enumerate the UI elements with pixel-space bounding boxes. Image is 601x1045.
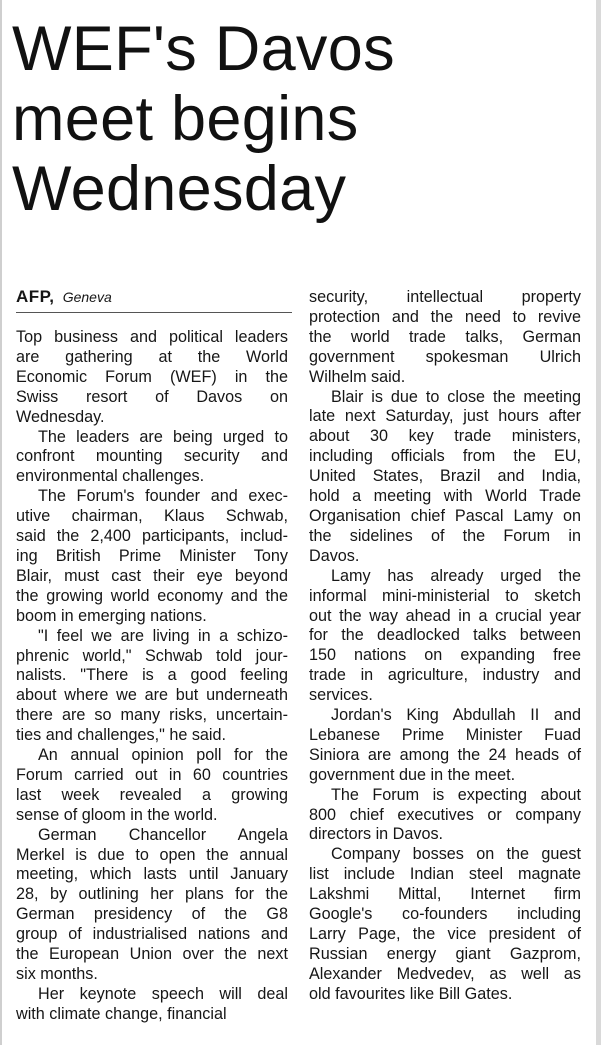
article-paragraph bbox=[16, 487, 288, 626]
text-line: last week revealed a growing bbox=[16, 785, 288, 804]
text-line: directors in Davos. bbox=[309, 825, 444, 844]
article-paragraph bbox=[309, 706, 581, 786]
text-line: Lamy has already urged the bbox=[331, 566, 581, 585]
article-column-2 bbox=[309, 288, 581, 1005]
text-line: Her keynote speech will deal bbox=[38, 984, 288, 1003]
text-line: Lebanese Prime Minister Fuad bbox=[309, 725, 581, 744]
text-line: Russian energy giant Gazprom, bbox=[309, 944, 581, 963]
text-line: Davos. bbox=[309, 546, 360, 565]
text-line: sense of gloom in the world. bbox=[16, 805, 218, 824]
text-line: hold a meeting with World Trade bbox=[309, 487, 581, 506]
text-line: 150 nations on expanding free bbox=[309, 646, 581, 665]
text-line: the world trade talks, German bbox=[309, 327, 581, 346]
text-line: Alexander Medvedev, as well as bbox=[309, 964, 581, 983]
text-line: including officials from the EU, bbox=[309, 447, 581, 466]
text-line: group of industrialised nations and bbox=[16, 925, 288, 944]
text-line: phrenic world," Schwab told jour- bbox=[16, 646, 288, 665]
article-paragraph bbox=[16, 328, 288, 428]
text-line: 28, by outlining her plans for the bbox=[16, 885, 288, 904]
text-line: Merkel is due to open the annual bbox=[16, 845, 288, 864]
headline-line: Wednesday bbox=[12, 154, 347, 224]
text-line: the growing world economy and the bbox=[16, 586, 288, 605]
article-paragraph bbox=[309, 288, 581, 388]
text-line: ing British Prime Minister Tony bbox=[16, 546, 288, 565]
text-line: six months. bbox=[16, 965, 98, 983]
text-line: trade in agriculture, industry and bbox=[309, 666, 581, 685]
text-line: informal mini-ministerial to sketch bbox=[309, 586, 581, 605]
text-line: Swiss resort of Davos on bbox=[16, 387, 288, 406]
text-line: Forum carried out in 60 countries bbox=[16, 765, 288, 784]
text-line: Blair is due to close the meeting bbox=[331, 387, 581, 406]
text-line: Wilhelm said. bbox=[309, 367, 406, 386]
article-paragraph bbox=[16, 746, 288, 826]
text-line: about where we are but underneath bbox=[16, 686, 288, 705]
text-line: there are so many risks, uncertain- bbox=[16, 706, 288, 725]
text-line: environmental challenges. bbox=[16, 467, 205, 486]
article-paragraph bbox=[309, 388, 581, 567]
text-line: nalists. "There is a good feeling bbox=[16, 666, 288, 685]
text-line: with climate change, financial bbox=[16, 1004, 227, 1023]
text-line: German presidency of the G8 bbox=[16, 905, 288, 924]
headline-line: WEF's Davos bbox=[12, 14, 395, 84]
article-paragraph bbox=[16, 428, 288, 488]
text-line: said the 2,400 participants, includ- bbox=[16, 527, 288, 546]
text-line: the sidelines of the Forum in bbox=[309, 526, 581, 545]
text-line: Larry Page, the vice president of bbox=[309, 925, 581, 943]
text-line: Google's co-founders including bbox=[309, 905, 581, 924]
headline bbox=[12, 14, 592, 224]
byline-location: Geneva bbox=[62, 289, 112, 305]
text-line: Company bosses on the guest bbox=[331, 845, 581, 864]
text-line: Jordan's King Abdullah II and bbox=[331, 706, 581, 725]
text-line: Top business and political leaders bbox=[16, 328, 288, 346]
article-paragraph bbox=[16, 826, 288, 985]
text-line: Wednesday. bbox=[16, 407, 105, 426]
text-line: Organisation chief Pascal Lamy on bbox=[309, 506, 581, 525]
text-line: old favourites like Bill Gates. bbox=[309, 984, 513, 1003]
article-column-1 bbox=[16, 328, 288, 1025]
byline bbox=[16, 287, 292, 313]
text-line: government spokesman Ulrich bbox=[309, 347, 581, 366]
text-line: An annual opinion poll for the bbox=[38, 746, 288, 765]
text-line: ties and challenges," he said. bbox=[16, 726, 227, 745]
text-line: are gathering at the World bbox=[16, 347, 288, 366]
text-line: about 30 key trade ministers, bbox=[309, 427, 581, 446]
page-edge-right bbox=[596, 0, 601, 1045]
text-line: the European Union over the next bbox=[16, 945, 288, 964]
text-line: for the deadlocked talks between bbox=[309, 626, 581, 645]
text-line: German Chancellor Angela bbox=[38, 825, 288, 844]
text-line: confront mounting security and bbox=[16, 447, 288, 466]
text-line: services. bbox=[309, 686, 373, 705]
text-line: protection and the need to revive bbox=[309, 307, 581, 326]
text-line: utive chairman, Klaus Schwab, bbox=[16, 507, 288, 526]
text-line: late next Saturday, just hours after bbox=[309, 407, 581, 426]
text-line: United States, Brazil and India, bbox=[309, 467, 581, 486]
text-line: The Forum's founder and exec- bbox=[38, 487, 288, 506]
headline-line: meet begins bbox=[12, 84, 359, 154]
article-paragraph bbox=[16, 985, 288, 1025]
text-line: list include Indian steel magnate bbox=[309, 865, 581, 884]
article-paragraph bbox=[309, 786, 581, 846]
text-line: 800 chief executives or company bbox=[309, 805, 581, 824]
text-line: The Forum is expecting about bbox=[331, 785, 581, 804]
text-line: Blair, must cast their eye beyond bbox=[16, 566, 288, 585]
text-line: The leaders are being urged to bbox=[38, 427, 288, 446]
text-line: Economic Forum (WEF) in the bbox=[16, 367, 288, 386]
page-edge-left bbox=[0, 0, 2, 1045]
text-line: meeting, which lasts until January bbox=[16, 865, 288, 884]
text-line: boom in emerging nations. bbox=[16, 606, 207, 625]
text-line: Siniora are among the 24 heads of bbox=[309, 745, 581, 764]
byline-agency: AFP, bbox=[16, 287, 55, 306]
article-paragraph bbox=[309, 845, 581, 1004]
text-line: government due in the meet. bbox=[309, 765, 516, 784]
article-paragraph bbox=[309, 567, 581, 706]
text-line: "I feel we are living in a schizo- bbox=[38, 626, 288, 645]
text-line: Lakshmi Mittal, Internet firm bbox=[309, 885, 581, 904]
text-line: security, intellectual property bbox=[309, 288, 581, 306]
text-line: out the way ahead in a crucial year bbox=[309, 606, 581, 625]
article-paragraph bbox=[16, 627, 288, 746]
